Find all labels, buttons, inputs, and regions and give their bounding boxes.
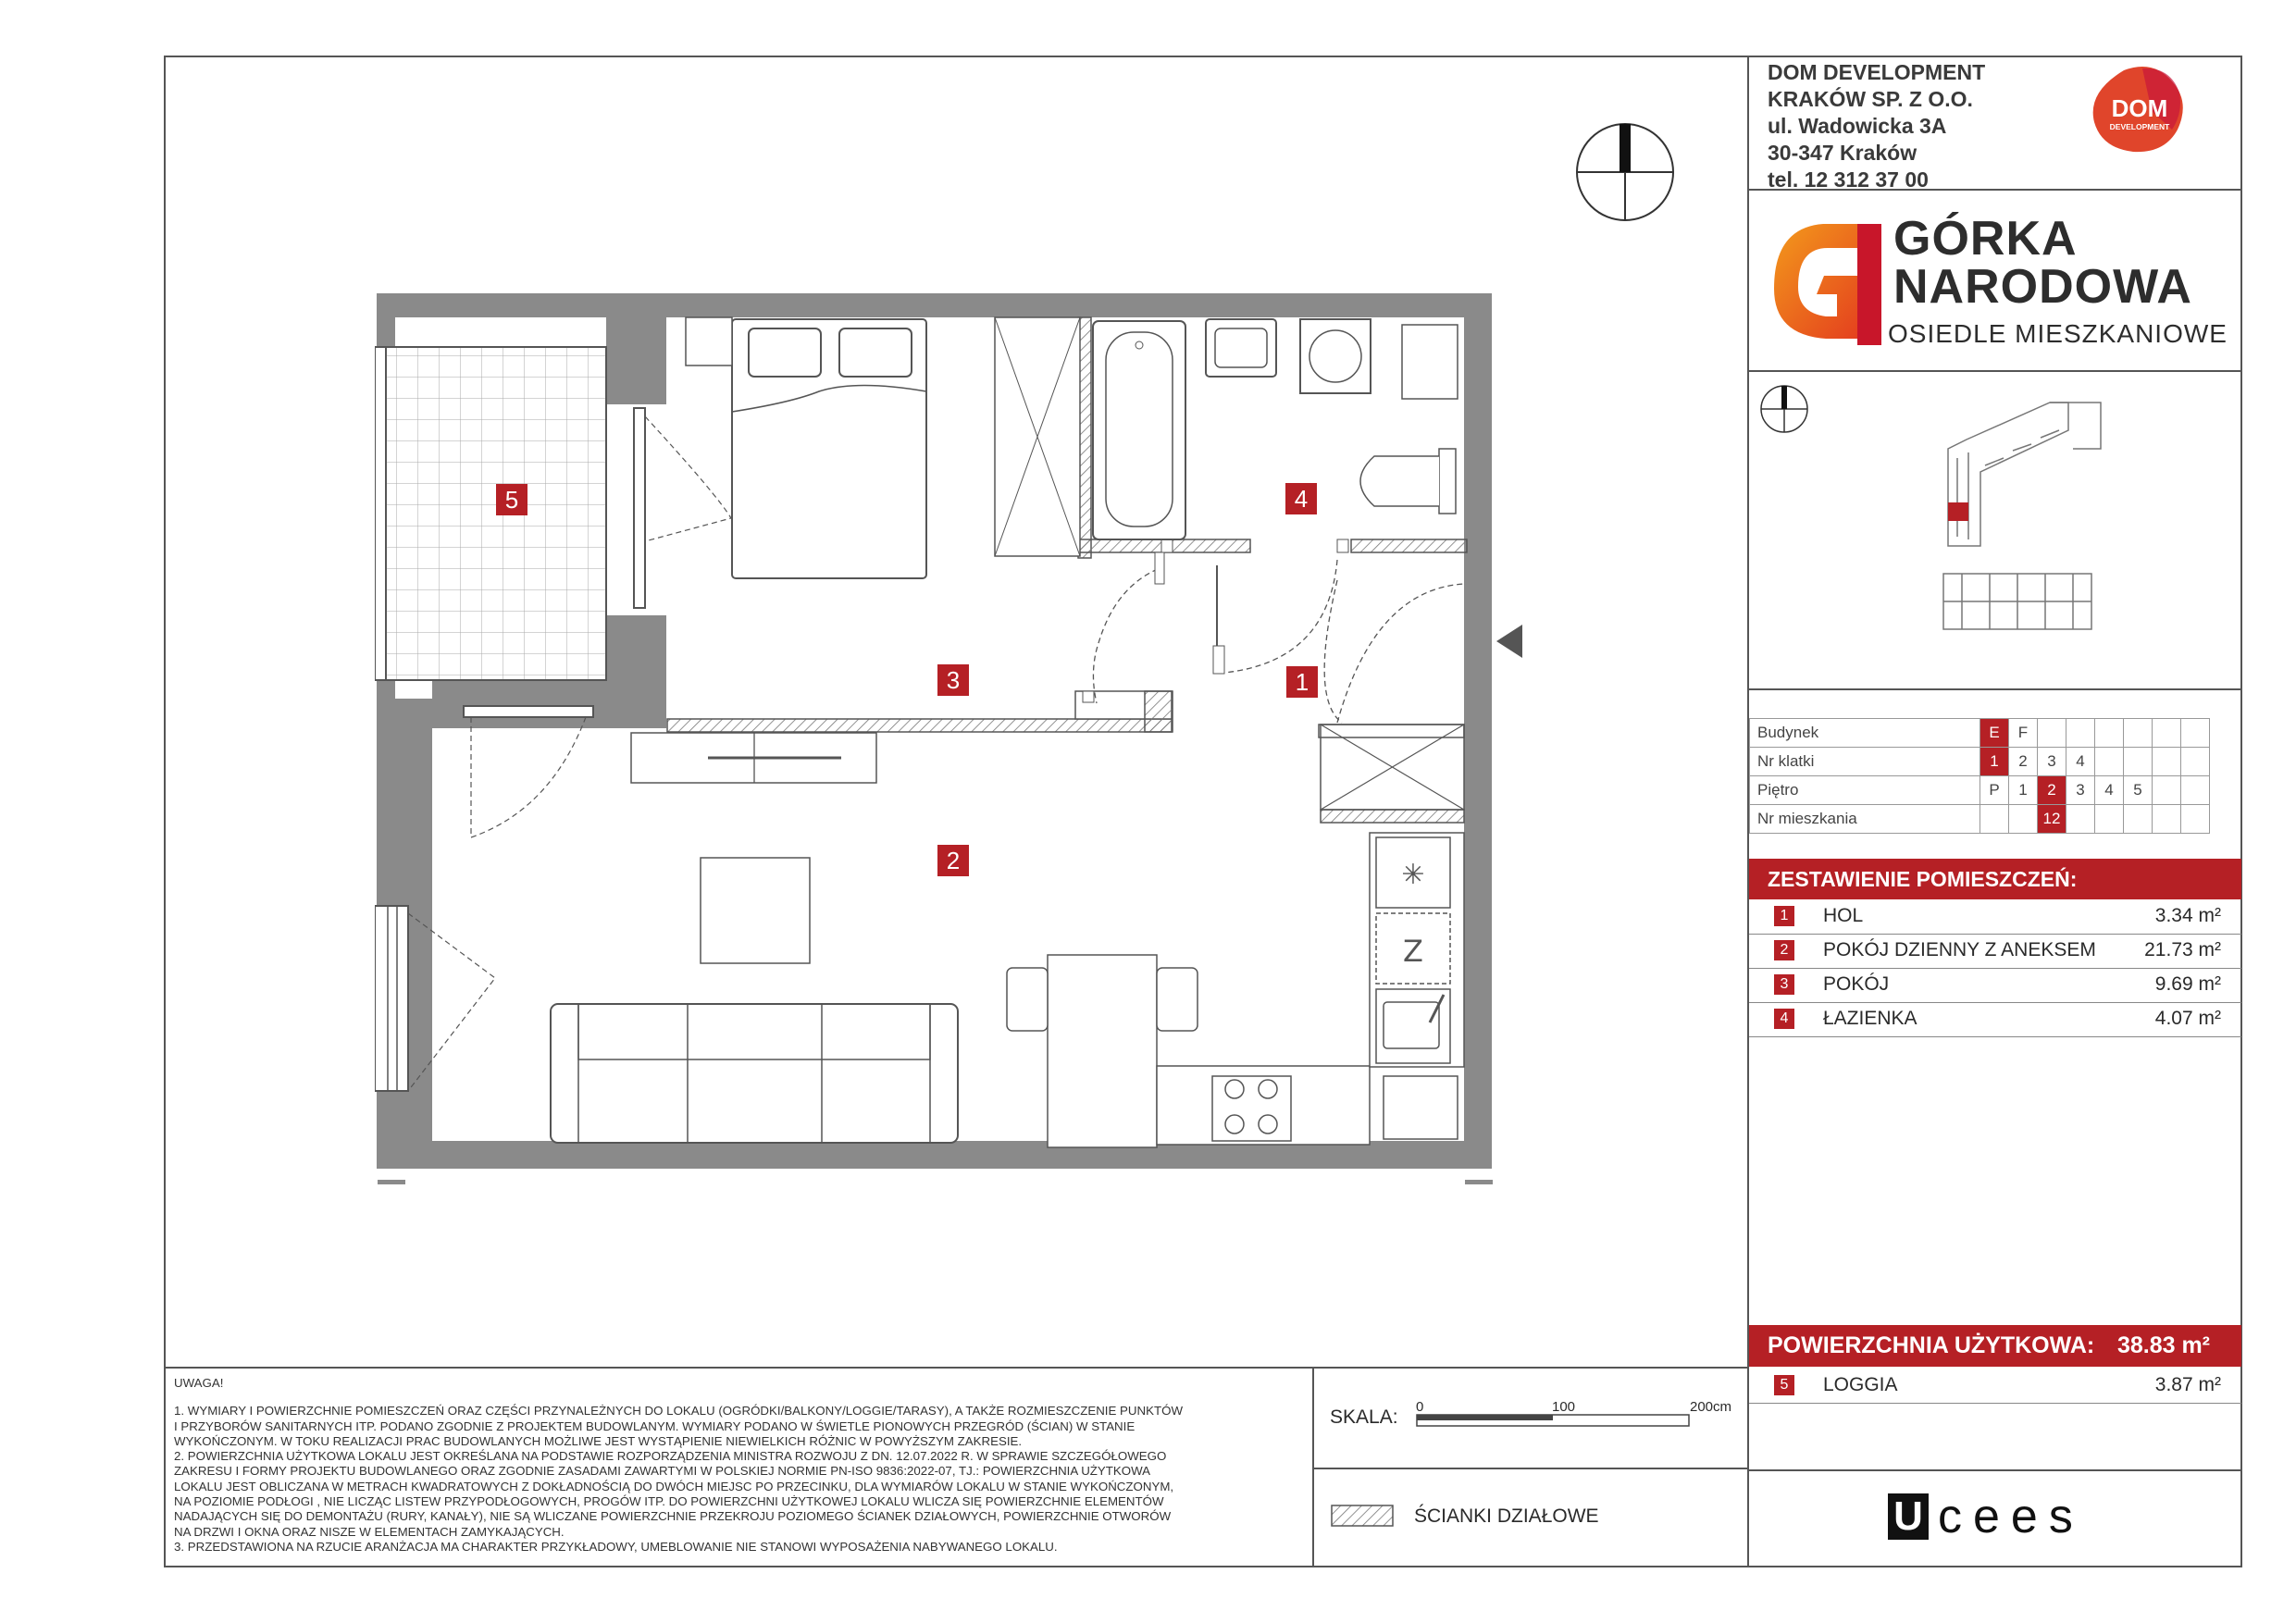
table-cell	[2095, 719, 2124, 748]
table-cell	[2124, 748, 2153, 776]
room-number-badge: 4	[1774, 1009, 1794, 1029]
table-cell	[2124, 719, 2153, 748]
divider	[1747, 370, 2242, 372]
room-name: POKÓJ	[1823, 973, 1890, 995]
company-phone: tel. 12 312 37 00	[1768, 167, 1929, 192]
notes-title: UWAGA!	[174, 1376, 224, 1390]
company-city: 30-347 Kraków	[1768, 141, 1917, 165]
table-cell: 4	[2095, 776, 2124, 805]
table-row	[1750, 805, 2210, 834]
table-cell	[2009, 805, 2038, 834]
plan-room-label-2: 2	[937, 845, 969, 876]
notes-line: NA DRZWI I OKNA ORAZ NISZE W ELEMENTACH ZAMYKAJĄCYCH.	[174, 1524, 565, 1539]
scale-bar	[1416, 1414, 1694, 1429]
location-table	[1749, 718, 2210, 834]
table-cell	[2181, 805, 2210, 834]
divider	[1747, 1469, 2242, 1471]
table-cell	[2153, 776, 2181, 805]
rooms-header: ZESTAWIENIE POMIESZCZEŃ:	[1749, 859, 2241, 899]
table-cell: 2	[2038, 776, 2066, 805]
room-row	[1749, 900, 2241, 935]
room-name: HOL	[1823, 905, 1864, 926]
table-row	[1750, 748, 2210, 776]
logo-text-development: DEVELOPMENT	[2109, 122, 2170, 131]
notes-line: LOKALU JEST OBLICZANA W METRACH KWADRATOWYCH Z DOKŁADNOŚCIĄ DO DWÓCH MIEJSC PO PRZECINKU, DLA WYMIARÓW LOKALU W STANIE WYKOŃCZONYM,	[174, 1479, 1174, 1493]
table-cell	[2181, 748, 2210, 776]
table-cell	[2066, 805, 2095, 834]
row-label-apartment-no: Nr mieszkania	[1750, 805, 1980, 834]
notes-line: NA POZIOMIE PODŁOGI , NIE LICZĄC LISTEW PRZYPODŁOGOWYCH, PROGÓW ITP. DO POWIERZCHNI UŻYTKOWEJ LOKALU WLICZA SIĘ POWIERZCHNIE ELEMENTÓW	[174, 1494, 1164, 1509]
notes-line: I PRZYBORÓW SANITARNYCH ITP. PODANO ZGODNIE Z PROJEKTEM BUDOWLANYM. WYMIARY PODANO W ŚWIETLE PIONOWYCH PRZEGRÓD (ŚCIAN) W STANIE	[174, 1419, 1136, 1433]
plan-room-label-5: 5	[496, 484, 527, 515]
ucees-logo	[1888, 1490, 2084, 1543]
notes-line: 1. WYMIARY I POWIERZCHNIE POMIESZCZEŃ ORAZ CZĘŚCI PRZYNALEŻNYCH DO LOKALU (OGRÓDKI/BALKONY/LOGGIE/TARASY), A TAKŻE ROZMIESZCZENIE PUNKTÓW	[174, 1404, 1184, 1419]
table-cell	[2095, 805, 2124, 834]
room-number-badge: 5	[1774, 1375, 1794, 1395]
ucees-logo-mark: U	[1888, 1493, 1929, 1540]
key-plan-north-icon	[1758, 383, 1810, 435]
table-cell: 1	[2009, 776, 2038, 805]
room-area: 9.69 m²	[2154, 973, 2221, 995]
room-number-badge: 3	[1774, 974, 1794, 995]
table-cell: 3	[2038, 748, 2066, 776]
table-cell: 5	[2124, 776, 2153, 805]
table-row	[1750, 719, 2210, 748]
row-label-building: Budynek	[1750, 719, 1980, 748]
room-area: 4.07 m²	[2154, 1008, 2221, 1029]
room-row	[1749, 969, 2241, 1003]
legend-label: ŚCIANKI DZIAŁOWE	[1414, 1505, 1599, 1527]
scale-tick: 100	[1552, 1399, 1576, 1415]
floor-plan-drawing	[375, 291, 1541, 1180]
company-name-2: KRAKÓW SP. Z O.O.	[1768, 87, 1973, 111]
table-cell	[2153, 748, 2181, 776]
table-row	[1750, 776, 2210, 805]
table-cell	[2181, 776, 2210, 805]
plan-room-label-3: 3	[937, 664, 969, 696]
room-area: 3.87 m²	[2154, 1374, 2221, 1395]
dom-development-logo	[2087, 65, 2207, 157]
notes-block	[174, 1376, 1285, 1555]
project-title-line1: GÓRKA	[1893, 212, 2078, 266]
table-cell	[2038, 719, 2066, 748]
room-name: POKÓJ DZIENNY Z ANEKSEM	[1823, 939, 2096, 960]
table-cell	[2066, 719, 2095, 748]
table-cell: E	[1980, 719, 2009, 748]
row-label-staircase: Nr klatki	[1750, 748, 1980, 776]
gorka-narodowa-logo-mark	[1772, 220, 1888, 350]
table-cell	[2153, 719, 2181, 748]
notes-line: NADAJĄCYCH SIĘ DO DEMONTAŻU (RURY, KANAŁY), NIE SĄ WLICZANE POWIERZCHNIE PRZEKROJU POZIOMEGO ŚCIANEK DZIAŁOWYCH, POWIERZCHNIE OTWORÓW	[174, 1509, 1172, 1524]
scale-tick: 0	[1416, 1399, 1424, 1415]
row-label-floor: Piętro	[1750, 776, 1980, 805]
scale-tick: 200cm	[1690, 1399, 1732, 1415]
usable-area-value: 38.83 m²	[2116, 1332, 2210, 1358]
project-title-line2: NARODOWA	[1893, 260, 2192, 314]
table-cell: 4	[2066, 748, 2095, 776]
company-name: DOM DEVELOPMENT	[1768, 60, 1986, 84]
room-number-badge: 1	[1774, 906, 1794, 926]
key-plan-icon	[1939, 393, 2105, 634]
company-street: ul. Wadowicka 3A	[1768, 114, 1947, 138]
table-cell	[2095, 748, 2124, 776]
room-row-loggia	[1749, 1369, 2241, 1404]
usable-area-label: POWIERZCHNIA UŻYTKOWA:	[1768, 1332, 2095, 1358]
table-cell	[1980, 805, 2009, 834]
room-name: LOGGIA	[1823, 1374, 1898, 1395]
room-area: 3.34 m²	[2154, 905, 2221, 926]
table-cell: 2	[2009, 748, 2038, 776]
plan-room-label-4: 4	[1285, 483, 1317, 514]
table-cell	[2181, 719, 2210, 748]
divider	[1747, 688, 2242, 690]
room-area: 21.73 m²	[2144, 939, 2221, 960]
notes-line: 2. POWIERZCHNIA UŻYTKOWA LOKALU JEST OKREŚLANA NA PODSTAWIE ROZPORZĄDZENIA MINISTRA ROZWOJU Z DN. 12.07.2022 R. W SPRAWIE SZCZEGÓŁOWEGO	[174, 1449, 1167, 1464]
logo-text-dom: DOM	[2111, 94, 2168, 122]
svg-text:Z: Z	[1403, 934, 1423, 969]
company-address	[1768, 59, 1985, 193]
table-cell: 1	[1980, 748, 2009, 776]
room-row	[1749, 935, 2241, 969]
partition-wall-legend-icon	[1331, 1505, 1396, 1529]
north-arrow-icon	[1573, 120, 1677, 224]
table-cell: F	[2009, 719, 2038, 748]
project-subtitle: OSIEDLE MIESZKANIOWE	[1888, 319, 2228, 348]
table-cell: P	[1980, 776, 2009, 805]
table-cell	[2153, 805, 2181, 834]
scale-label: SKALA:	[1330, 1406, 1398, 1428]
table-cell: 12	[2038, 805, 2066, 834]
ucees-logo-text: cees	[1938, 1490, 2084, 1543]
plan-room-label-1: 1	[1286, 666, 1318, 698]
divider	[1312, 1468, 1749, 1469]
room-number-badge: 2	[1774, 940, 1794, 960]
room-name: ŁAZIENKA	[1823, 1008, 1917, 1029]
notes-line: WYKOŃCZONYM. W TOKU REALIZACJI PRAC BUDOWLANYCH MOŻLIWE JEST WYSTĄPIENIE NIEWIELKICH RÓŻNIC W POWYŻSZYM ZAKRESIE.	[174, 1433, 1023, 1448]
table-cell: 3	[2066, 776, 2095, 805]
notes-line: ZAKRESU I FORMY PROJEKTU BUDOWLANEGO ORAZ ZGODNIE ZASADAMI ZAWARTYMI W POLSKIEJ NORMIE PN-ISO 9836:2022-07, TJ.: POWIERZCHNIA UŻYTKOWA	[174, 1464, 1151, 1479]
divider	[164, 1367, 1749, 1369]
room-row	[1749, 1003, 2241, 1037]
table-cell	[2124, 805, 2153, 834]
svg-text:✳: ✳	[1401, 859, 1425, 891]
notes-line: 3. PRZEDSTAWIONA NA RZUCIE ARANŻACJA MA CHARAKTER PRZYKŁADOWY, UMEBLOWANIE NIE STANOWI WYPOSAŻENIA NABYWANEGO LOKALU.	[174, 1539, 1058, 1554]
usable-area-banner	[1749, 1325, 2241, 1367]
